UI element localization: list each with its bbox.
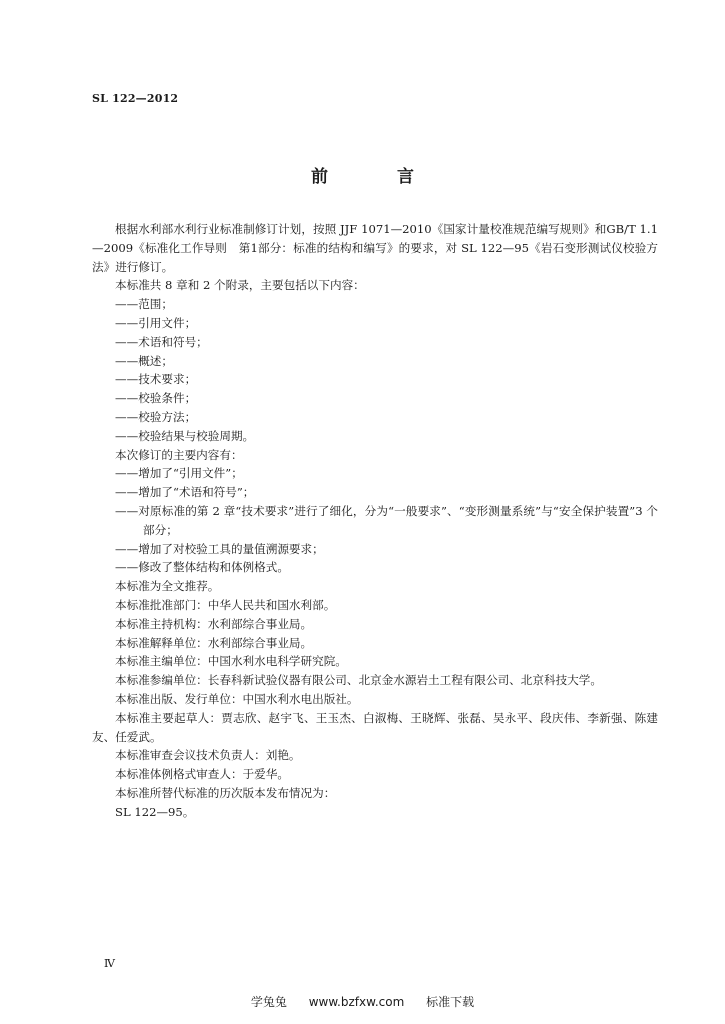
list-item: ——术语和符号； [115,334,208,349]
page-number: Ⅳ [104,957,115,970]
list-item: ——校验方法； [115,409,197,424]
page-title: 前 言 [311,167,440,187]
list-item: ——技术要求； [115,372,197,387]
paragraph: 本次修订的主要内容有： [115,447,243,462]
list-item: ——引用文件； [115,315,197,330]
list-item: ——对原标准的第 2 章“技术要求”进行了细化，分为“一般要求”、“变形测量系统”与“安全保护装置”3 个部分； [115,503,658,537]
document-id-header: SL 122—2012 [92,92,179,105]
list-item: ——增加了“术语和符号”； [115,485,255,500]
paragraph: SL 122—95。 [115,804,195,819]
paragraph: 本标准共 8 章和 2 个附录，主要包括以下内容： [115,278,365,293]
foreword-body [92,220,658,822]
list-item: ——校验结果与校验周期。 [115,428,255,443]
paragraph: 本标准主要起草人：贾志欣、赵宇飞、王玉杰、白淑梅、王晓辉、张磊、吴永平、段庆伟、李新强、陈建友、任爱武。 [92,710,658,744]
paragraph: 本标准批准部门：中华人民共和国水利部。 [115,597,336,612]
paragraph: 本标准为全文推荐。 [115,579,220,594]
list-item: ——概述； [115,353,173,368]
list-item: ——校验条件； [115,391,197,406]
site-footer [0,993,725,1010]
paragraph: 本标准体例格式审查人：于爱华。 [115,767,289,782]
list-item: ——增加了对校验工具的量值溯源要求； [115,541,324,556]
footer-url-link[interactable]: www.bzfxw.com [308,995,405,1009]
paragraph: 本标准审查会议技术负责人：刘艳。 [115,748,301,763]
paragraph: 本标准主编单位：中国水利水电科学研究院。 [115,654,347,669]
paragraph: 本标准解释单位：水利部综合事业局。 [115,635,313,650]
paragraph: 本标准出版、发行单位：中国水利水电出版社。 [115,691,359,706]
footer-tagline: 标准下载 [426,995,475,1009]
paragraph: 本标准主持机构：水利部综合事业局。 [115,616,313,631]
paragraph: 根据水利部水利行业标准制修订计划，按照 JJF 1071—2010《国家计量校准规范编写规则》和GB/T 1.1—2009《标准化工作导则 第1部分：标准的结构和编写》的要求，对 SL 122—95《岩石变形测试仪校验方法》进行修订。 [92,222,658,274]
list-item: ——范围； [115,297,173,312]
list-item: ——修改了整体结构和体例格式。 [115,560,289,575]
footer-site-name: 学兔兔 [250,995,287,1009]
paragraph: 本标准参编单位：长春科新试验仪器有限公司、北京金水源岩土工程有限公司、北京科技大学。 [115,673,602,688]
list-item: ——增加了“引用文件”； [115,466,243,481]
paragraph: 本标准所替代标准的历次版本发布情况为： [115,785,336,800]
